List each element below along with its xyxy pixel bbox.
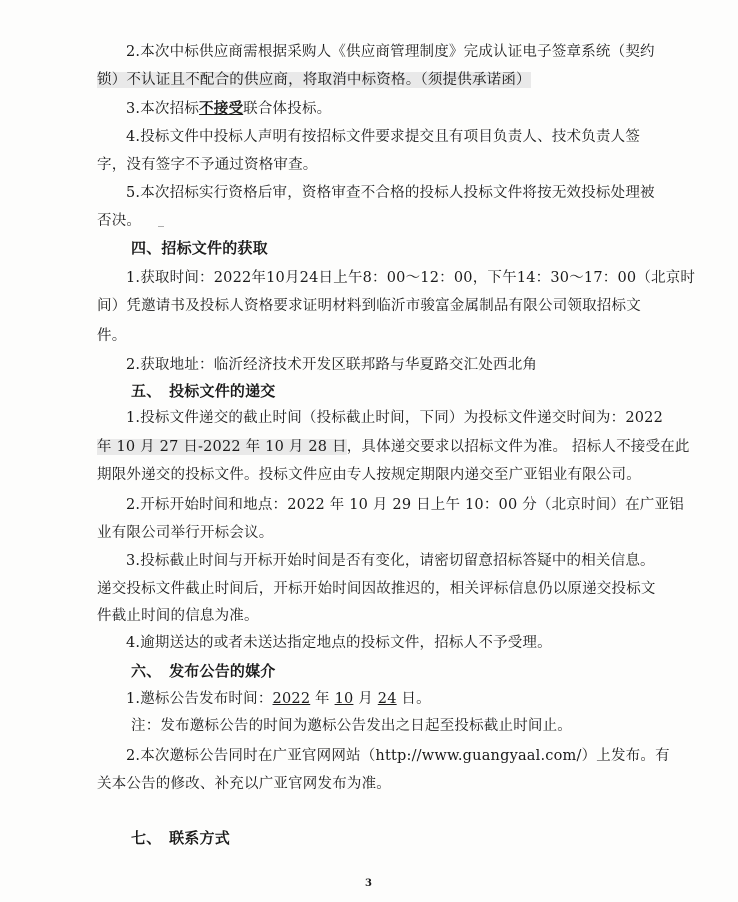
section-5-item2-line1: 2.开标开始时间和地点：2022 年 10 月 29 日上午 10：00 分（北京时间）在广亚铝 — [126, 497, 684, 513]
section-4-item1-line3: 件。 — [97, 328, 127, 344]
publish-time-label: 1.邀标公告发布时间： — [126, 691, 273, 707]
section-6-note: 注：发布邀标公告的时间为邀标公告发出之日起至投标截止时间止。 — [131, 718, 572, 734]
para-5-line1: 5.本次招标实行资格后审，资格审查不合格的投标人投标文件将按无效投标处理被 — [126, 185, 655, 201]
year-unit: 年 — [310, 691, 335, 707]
month-unit: 月 — [353, 691, 378, 707]
para-2-line2 — [97, 70, 531, 90]
section-4-item2: 2.获取地址：临沂经济技术开发区联邦路与华夏路交汇处西北角 — [126, 357, 538, 373]
section-5-item4: 4.逾期送达的或者未送达指定地点的投标文件，招标人不予受理。 — [126, 635, 552, 651]
para-4-line1: 4.投标文件中投标人声明有按招标文件要求提交且有项目负责人、技术负责人签 — [126, 129, 641, 145]
page-number: 3 — [365, 878, 372, 889]
section-7-heading: 七、 联系方式 — [131, 829, 230, 847]
section-4-heading: 四、招标文件的获取 — [131, 239, 268, 257]
deadline-date-range: 年 10 月 27 日-2022 年 10 月 28 日 — [97, 439, 347, 455]
para-2-line1: 2.本次中标供应商需根据采购人《供应商管理制度》完成认证电子签章系统（契约 — [126, 44, 655, 60]
section-4-item1-line2: 间）凭邀请书及投标人资格要求证明材料到临沂市骏富金属制品有限公司领取招标文 — [97, 298, 641, 314]
highlighted-clause: 锁）不认证且不配合的供应商，将取消中标资格。（须提供承诺函） — [97, 72, 531, 88]
section-5-heading: 五、 投标文件的递交 — [131, 382, 276, 400]
stray-mark: _ — [158, 213, 164, 227]
para-3 — [126, 99, 331, 119]
no-consortium-emphasis: 不接受 — [199, 100, 244, 117]
para-5-line2: 否决。 — [97, 213, 142, 229]
section-5-item1-line1: 1.投标文件递交的截止时间（投标截止时间，下同）为投标文件递交时间为：2022 — [126, 410, 664, 426]
publish-year: 2022 — [272, 691, 311, 707]
para-4-line2: 字，没有签字不予通过资格审查。 — [97, 157, 318, 173]
section-5-item1-line2 — [97, 437, 690, 457]
para-3-text-a: 3.本次招标 — [126, 101, 200, 117]
section-4-item1-line1: 1.获取时间：2022年10月24日上午8：00～12：00，下午14：30～17：00（北京时 — [126, 270, 696, 286]
section-6-heading: 六、 发布公告的媒介 — [131, 662, 276, 680]
section-6-item2-line1: 2.本次邀标公告同时在广亚官网网站（http://www.guangyaal.com/）上发布。有 — [126, 748, 670, 764]
publish-day: 24 — [377, 691, 397, 707]
section-5-item2-line2: 业有限公司举行开标会议。 — [97, 525, 274, 541]
para-3-text-c: 联合体投标。 — [243, 101, 332, 117]
publish-month: 10 — [334, 691, 354, 707]
section-6-item2-line2: 关本公告的修改、补充以广亚官网发布为准。 — [97, 776, 391, 792]
section-5-item3-line1: 3.投标截止时间与开标开始时间是否有变化，请密切留意招标答疑中的相关信息。 — [126, 553, 655, 569]
section-5-item3-line3: 件截止时间的信息为准。 — [97, 608, 259, 624]
section-5-item3-line2: 递交投标文件截止时间后，开标开始时间因故推迟的，相关评标信息仍以原递交投标文 — [97, 581, 656, 597]
section-6-item1 — [126, 689, 431, 709]
section-5-item1-line2-rest: ，具体递交要求以招标文件为准。 招标人不接受在此 — [346, 439, 690, 455]
day-unit: 日。 — [396, 691, 431, 707]
section-5-item1-line3: 期限外递交的投标文件。投标文件应由专人按规定期限内递交至广亚铝业有限公司。 — [97, 467, 641, 483]
